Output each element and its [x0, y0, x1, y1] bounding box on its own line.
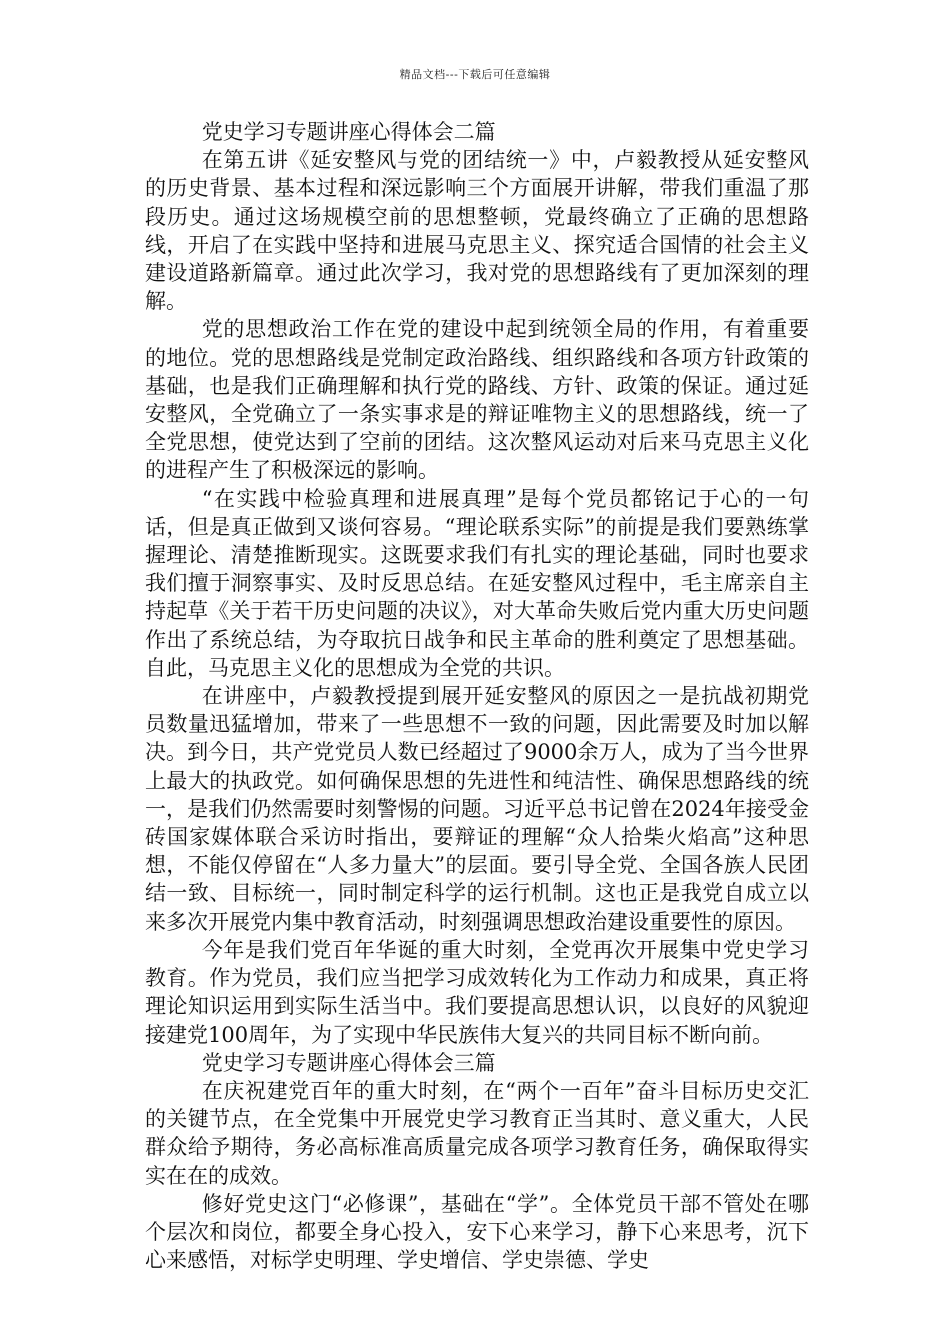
paragraph: 在讲座中，卢毅教授提到展开延安整风的原因之一是抗战初期党员数量迅猛增加，带来了一些思想不一致的问题，因此需要及时加以解决。到今日，共产党党员人数已经超过了9000余万人，成为了当今世界上最大的执政党。如何确保思想的先进性和纯洁性、确保思想路线的统一，是我们仍然需要时刻警惕的问题。习近平总书记曾在2024年接受金砖国家媒体联合采访时指出，要辩证的理解“众人拾柴火焰高”这种思想，不能仅停留在“人多力量大”的层面。要引导全党、全国各族人民团结一致、目标统一，同时制定科学的运行机制。这也正是我党自成立以来多次开展党内集中教育活动，时刻强调思想政治建设重要性的原因。 — [145, 684, 809, 934]
paragraph: 修好党史这门“必修课”，基础在“学”。全体党员干部不管处在哪个层次和岗位，都要全身心投入，安下心来学习，静下心来思考，沉下心来感悟，对标学史明理、学史增信、学史崇德、学史 — [145, 1191, 809, 1273]
page-header: 精品文档---下载后可任意编辑 — [399, 68, 551, 81]
section-title: 党史学习专题讲座心得体会二篇 — [201, 120, 496, 144]
paragraph: 在第五讲《延安整风与党的团结统一》中，卢毅教授从延安整风的历史背景、基本过程和深远影响三个方面展开讲解，带我们重温了那段历史。通过这场规模空前的思想整顿，党最终确立了正确的思想路线，开启了在实践中坚持和进展马克思主义、探究适合国情的社会主义建设道路新篇章。通过此次学习，我对党的思想路线有了更加深刻的理解。 — [145, 148, 809, 314]
paragraph: “在实践中检验真理和进展真理”是每个党员都铭记于心的一句话，但是真正做到又谈何容易。“理论联系实际”的前提是我们要熟练掌握理论、清楚推断现实。这既要求我们有扎实的理论基础，同时也要求我们擅于洞察事实、及时反思总结。在延安整风过程中，毛主席亲自主持起草《关于若干历史问题的决议》，对大革命失败后党内重大历史问题作出了系统总结，为夺取抗日战争和民主革命的胜利奠定了思想基础。自此，马克思主义化的思想成为全党的共识。 — [145, 486, 809, 680]
section-title: 党史学习专题讲座心得体会三篇 — [201, 1050, 496, 1075]
paragraph: 党的思想政治工作在党的建设中起到统领全局的作用，有着重要的地位。党的思想路线是党制定政治路线、组织路线和各项方针政策的基础，也是我们正确理解和执行党的路线、方针、政策的保证。通过延安整风，全党确立了一条实事求是的辩证唯物主义的思想路线，统一了全党思想，使党达到了空前的团结。这次整风运动对后来马克思主义化的进程产生了积极深远的影响。 — [145, 317, 809, 483]
paragraph: 今年是我们党百年华诞的重大时刻，全党再次开展集中党史学习教育。作为党员，我们应当把学习成效转化为工作动力和成果，真正将理论知识运用到实际生活当中。我们要提高思想认识，以良好的风貌迎接建党100周年，为了实现中华民族伟大复兴的共同目标不断向前。 — [145, 937, 809, 1047]
paragraph: 在庆祝建党百年的重大时刻，在“两个一百年”奋斗目标历史交汇的关键节点，在全党集中开展党史学习教育正当其时、意义重大，人民群众给予期待，务必高标准高质量完成各项学习教育任务，确保取得实实在在的成效。 — [145, 1078, 809, 1188]
document-body — [145, 118, 809, 1274]
